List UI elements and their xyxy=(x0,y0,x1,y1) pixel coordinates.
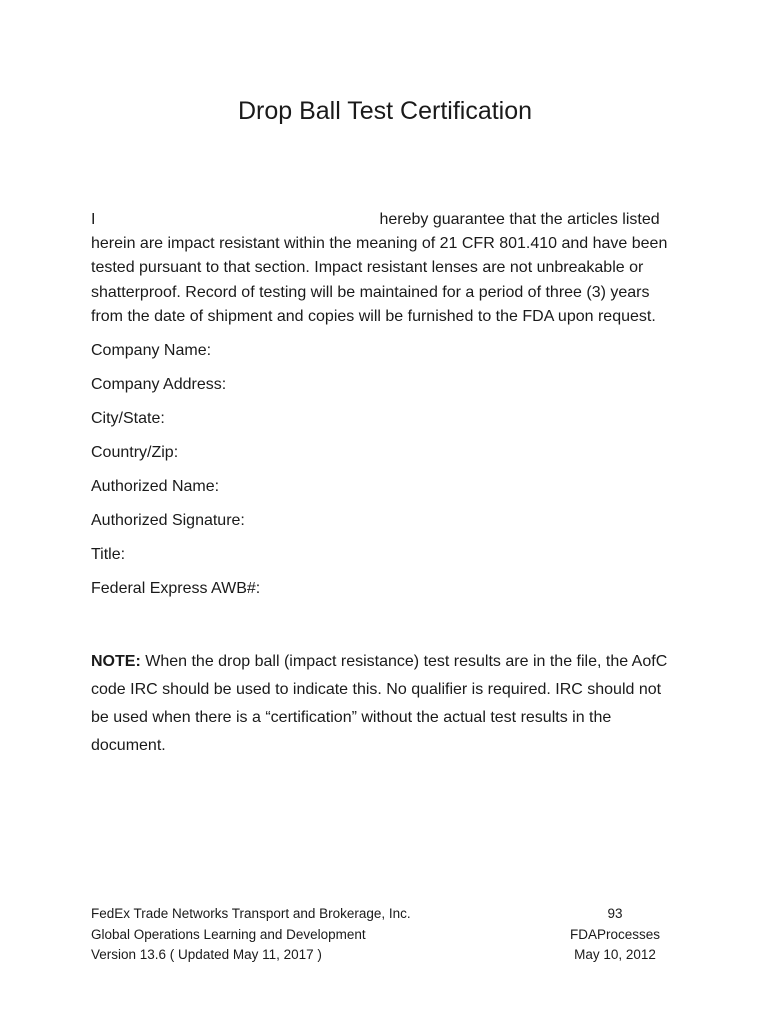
field-fedex-awb: Federal Express AWB#: xyxy=(91,580,261,597)
note-text: When the drop ball (impact resistance) test results are in the file, the AofC code IRC should be used to indicate this. No qualifier is required. IRC should not be used when there is a “certification” without the actual test results in the document. xyxy=(91,653,668,754)
statement-first-line-tail: hereby guarantee that the articles listed xyxy=(379,211,660,228)
document-title: Drop Ball Test Certification xyxy=(237,97,533,125)
note-paragraph xyxy=(91,648,681,760)
field-country-zip: Country/Zip: xyxy=(91,444,179,461)
footer-date: May 10, 2012 xyxy=(574,947,656,962)
field-authorized-signature: Authorized Signature: xyxy=(91,512,245,529)
field-company-name: Company Name: xyxy=(91,342,212,359)
note-label: NOTE: xyxy=(91,653,141,670)
footer-right xyxy=(555,904,675,966)
field-authorized-name: Authorized Name: xyxy=(91,478,220,495)
statement-body: herein are impact resistant within the meaning of 21 CFR 801.410 and have been tested pursuant to that section. Impact resistant lenses are not unbreakable or shatterproof. Record of testing will be maintained for a period of three (3) years from the date of shipment and copies will be furnished to the FDA upon request. xyxy=(91,235,668,325)
footer-left xyxy=(91,904,471,966)
field-title: Title: xyxy=(91,546,126,563)
footer-company: FedEx Trade Networks Transport and Brokerage, Inc. xyxy=(91,906,411,921)
certification-statement xyxy=(91,208,681,329)
footer-section: FDAProcesses xyxy=(569,926,661,942)
certification-fields xyxy=(91,339,681,611)
field-company-address: Company Address: xyxy=(91,376,227,393)
footer-department: Global Operations Learning and Development xyxy=(91,926,366,942)
footer-version: Version 13.6 ( Updated May 11, 2017 ) xyxy=(91,947,322,962)
field-city-state: City/State: xyxy=(91,410,165,427)
statement-first-line xyxy=(91,211,660,228)
footer-page-number: 93 xyxy=(607,906,623,921)
statement-lead: I xyxy=(91,211,96,228)
